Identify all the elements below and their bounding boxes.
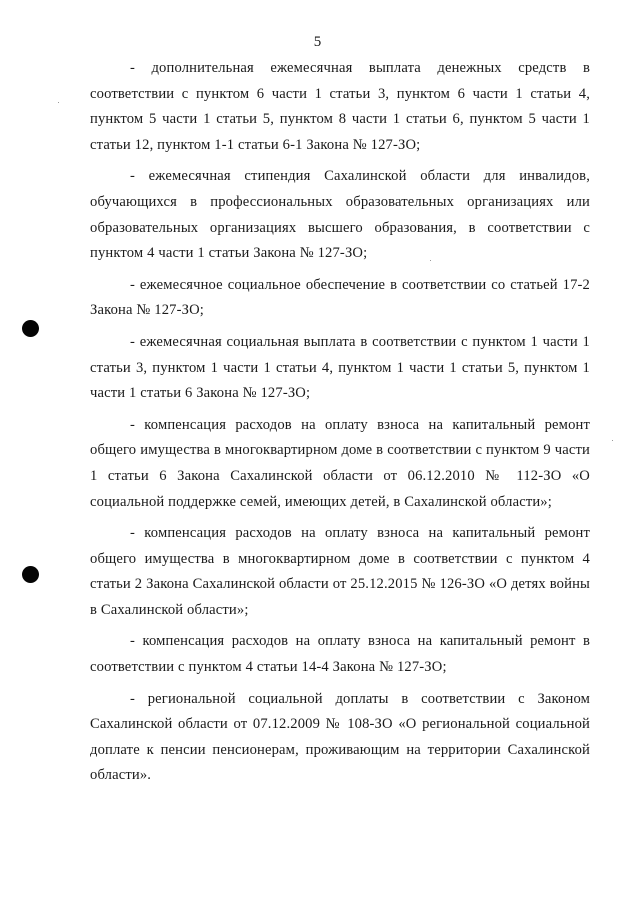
list-paragraph: - компенсация расходов на оплату взноса на капитальный ремонт общего имущества в многоквартирном доме в соответствии с пунктом 9 части 1 статьи 6 Закона Сахалинской области от 06.12.2010 № 112-ЗО «О социальной поддержке семей, имеющих детей, в Сахалинской области»; (90, 416, 590, 510)
list-paragraph: - ежемесячная социальная выплата в соответствии с пунктом 1 части 1 статьи 3, пунктом 1 части 1 статьи 4, пунктом 1 части 1 статьи 5, пунктом 1 части 1 статьи 6 Закона № 127-ЗО; (90, 333, 590, 402)
document-body (90, 56, 590, 795)
list-paragraph: - региональной социальной доплаты в соответствии с Законом Сахалинской области от 07.12.2009 № 108-ЗО «О региональной социальной доплате к пенсии пенсионерам, проживающим на территории Сахалинской области». (90, 690, 590, 784)
punch-hole-mark (22, 320, 39, 337)
punch-hole-mark (22, 566, 39, 583)
list-paragraph: - дополнительная ежемесячная выплата денежных средств в соответствии с пунктом 6 части 1 статьи 3, пунктом 6 части 1 статьи 4, пунктом 5 части 1 статьи 5, пунктом 8 части 1 статьи 6, пунктом 5 части 1 статьи 12, пунктом 1-1 статьи 6-1 Закона № 127-ЗО; (90, 60, 590, 153)
scan-speck (58, 102, 59, 103)
list-paragraph: - ежемесячное социальное обеспечение в соответствии со статьей 17-2 Закона № 127-ЗО; (90, 276, 590, 319)
list-paragraph: - ежемесячная стипендия Сахалинской области для инвалидов, обучающихся в профессиональных образовательных организациях или образовательных организациях высшего образования, в соответствии с пунктом 4 части 1 статьи Закона № 127-ЗО; (90, 168, 590, 262)
page-number: 5 (313, 34, 322, 50)
list-paragraph: - компенсация расходов на оплату взноса на капитальный ремонт в соответствии с пунктом 4 статьи 14-4 Закона № 127-ЗО; (90, 633, 590, 676)
scan-speck (612, 440, 613, 441)
list-paragraph: - компенсация расходов на оплату взноса на капитальный ремонт общего имущества в многоквартирном доме в соответствии с пунктом 4 статьи 2 Закона Сахалинской области от 25.12.2015 № 126-ЗО «О детях войны в Сахалинской области»; (90, 525, 590, 618)
